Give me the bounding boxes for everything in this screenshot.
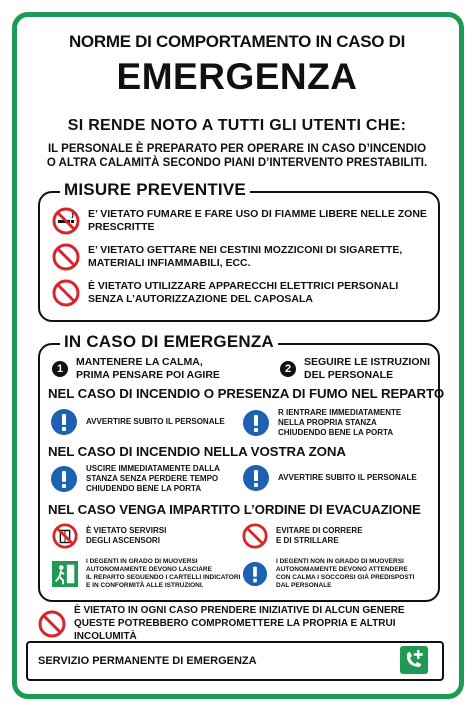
service-label: SERVIZIO PERMANENTE DI EMERGENZA	[38, 655, 257, 667]
preventive-item-2-line-2: MATERIALI INFIAMMABILI, ECC.	[88, 257, 251, 269]
preventive-item-3-line-2: SENZA L’AUTORIZZAZIONE DEL CAPOSALA	[88, 293, 313, 305]
fire-smoke-left	[50, 408, 225, 436]
section-evacuation-heading: NEL CASO VENGA IMPARTITO L’ORDINE DI EVACUAZIONE	[48, 502, 421, 517]
step-2-number: 2	[280, 361, 296, 377]
preventive-item-2-line-1: E’ VIETATO GETTARE NEI CESTINI MOZZICONI DI SIGARETTE,	[88, 244, 403, 256]
mandatory-info-icon	[242, 464, 270, 492]
evacuation-running-line-1: EVITARE DI CORRERE	[276, 526, 363, 535]
step-2-line-1: SEGUIRE LE ISTRUZIONI	[304, 356, 431, 368]
section-fire-smoke-heading: NEL CASO DI INCENDIO O PRESENZA DI FUMO NEL REPARTO	[48, 386, 445, 401]
mobile-patients-line-3: IL REPARTO SEGUENDO I CARTELLI INDICATORI	[86, 574, 241, 581]
fire-zone-right-text: AVVERTIRE SUBITO IL PERSONALE	[278, 473, 417, 482]
fire-smoke-right-line-2: NELLA PROPRIA STANZA	[278, 418, 377, 427]
general-warning	[38, 604, 438, 643]
evacuation-item-mobile-patients	[52, 558, 240, 590]
title-emergenza: EMERGENZA	[116, 56, 358, 97]
emergency-exit-icon	[52, 561, 78, 587]
evacuation-running-line-2: E DI STRILLARE	[276, 536, 339, 545]
notice-heading: SI RENDE NOTO A TUTTI GLI UTENTI CHE:	[67, 117, 407, 134]
fire-zone-left	[50, 464, 220, 494]
prohibition-icon	[242, 523, 268, 549]
evacuation-elevators-line-2: DEGLI ASCENSORI	[86, 536, 160, 545]
mobile-patients-line-2: AUTONOMAMENTE DEVONO LASCIARE	[86, 566, 212, 573]
step-2-line-2: DEL PERSONALE	[304, 369, 394, 381]
section-fire-zone-heading: NEL CASO DI INCENDIO NELLA VOSTRA ZONA	[48, 444, 346, 459]
prohibition-icon	[38, 610, 66, 638]
fire-zone-right	[242, 464, 417, 492]
emergency-step-1	[52, 356, 220, 382]
mandatory-info-icon	[242, 561, 268, 587]
preventive-item-2	[52, 243, 432, 271]
immobile-patients-line-2: AUTONOMAMENTE DEVONO ATTENDERE	[276, 566, 408, 573]
fire-zone-left-line-1: USCIRE IMMEDIATAMENTE DALLA	[86, 464, 220, 473]
mandatory-info-icon	[50, 465, 78, 493]
evacuation-item-immobile-patients	[242, 558, 414, 590]
emergency-title: IN CASO DI EMERGENZA	[60, 332, 278, 352]
evacuation-elevators-line-1: È VIETATO SERVIRSI	[86, 526, 167, 535]
title-line-1: NORME DI COMPORTAMENTO IN CASO DI	[68, 32, 406, 51]
fire-smoke-right	[242, 408, 401, 438]
emergency-step-2	[280, 356, 430, 382]
warning-line-2: QUESTE POTREBBERO COMPROMETTERE LA PROPRIA E ALTRUI INCOLUMITÀ	[74, 618, 396, 642]
evacuation-item-running	[242, 523, 363, 549]
mobile-patients-line-1: I DEGENTI IN GRADO DI MUOVERSI	[86, 558, 198, 565]
prohibition-icon	[52, 279, 80, 307]
immobile-patients-line-3: CON CALMA I SOCCORSI GIÀ PREDISPOSTI	[276, 574, 415, 581]
preventive-item-3	[52, 279, 432, 307]
prohibition-icon	[52, 243, 80, 271]
no-elevator-icon	[52, 523, 78, 549]
warning-line-1: È VIETATO IN OGNI CASO PRENDERE INIZIATIVE DI ALCUN GENERE	[74, 605, 405, 616]
fire-smoke-right-line-1: R IENTRARE IMMEDIATAMENTE	[278, 408, 402, 417]
immobile-patients-line-1: I DEGENTI NON IN GRADO DI MUOVERSI	[276, 558, 404, 565]
notice-line-1: IL PERSONALE È PREPARATO PER OPERARE IN CASO D’INCENDIO	[47, 143, 427, 155]
emergency-phone-icon	[400, 646, 428, 674]
mandatory-info-icon	[50, 408, 78, 436]
fire-zone-left-line-3: CHIUDENDO BENE LA PORTA	[86, 484, 202, 493]
evacuation-item-elevators	[52, 523, 166, 549]
step-1-line-2: PRIMA PENSARE POI AGIRE	[76, 369, 220, 381]
fire-zone-left-line-2: STANZA SENZA PERDERE TEMPO	[86, 474, 219, 483]
preventive-title: MISURE PREVENTIVE	[60, 180, 250, 200]
preventive-item-1	[52, 207, 432, 235]
no-smoking-icon	[52, 207, 80, 235]
notice-text	[20, 142, 454, 170]
notice-line-2: O ALTRA CALAMITÀ SECONDO PIANI D’INTERVENTO PRESTABILITI.	[46, 157, 428, 169]
step-1-number: 1	[52, 361, 68, 377]
fire-smoke-right-line-3: CHIUDENDO BENE LA PORTA	[278, 428, 394, 437]
mandatory-info-icon	[242, 409, 270, 437]
footer-box	[26, 641, 444, 681]
preventive-item-1-line-1: E’ VIETATO FUMARE E FARE USO DI FIAMME LIBERE NELLE ZONE	[88, 208, 427, 220]
preventive-item-3-line-1: È VIETATO UTILIZZARE APPARECCHI ELETTRICI PERSONALI	[88, 280, 399, 292]
preventive-item-1-line-2: PRESCRITTE	[88, 221, 155, 233]
immobile-patients-line-4: DAL PERSONALE	[276, 582, 332, 589]
mobile-patients-line-4: E IN CONFORMITÀ ALLE ISTRUZIONI.	[86, 582, 204, 589]
step-1-line-1: MANTENERE LA CALMA,	[76, 356, 203, 368]
fire-smoke-left-text: AVVERTIRE SUBITO IL PERSONALE	[86, 417, 225, 426]
